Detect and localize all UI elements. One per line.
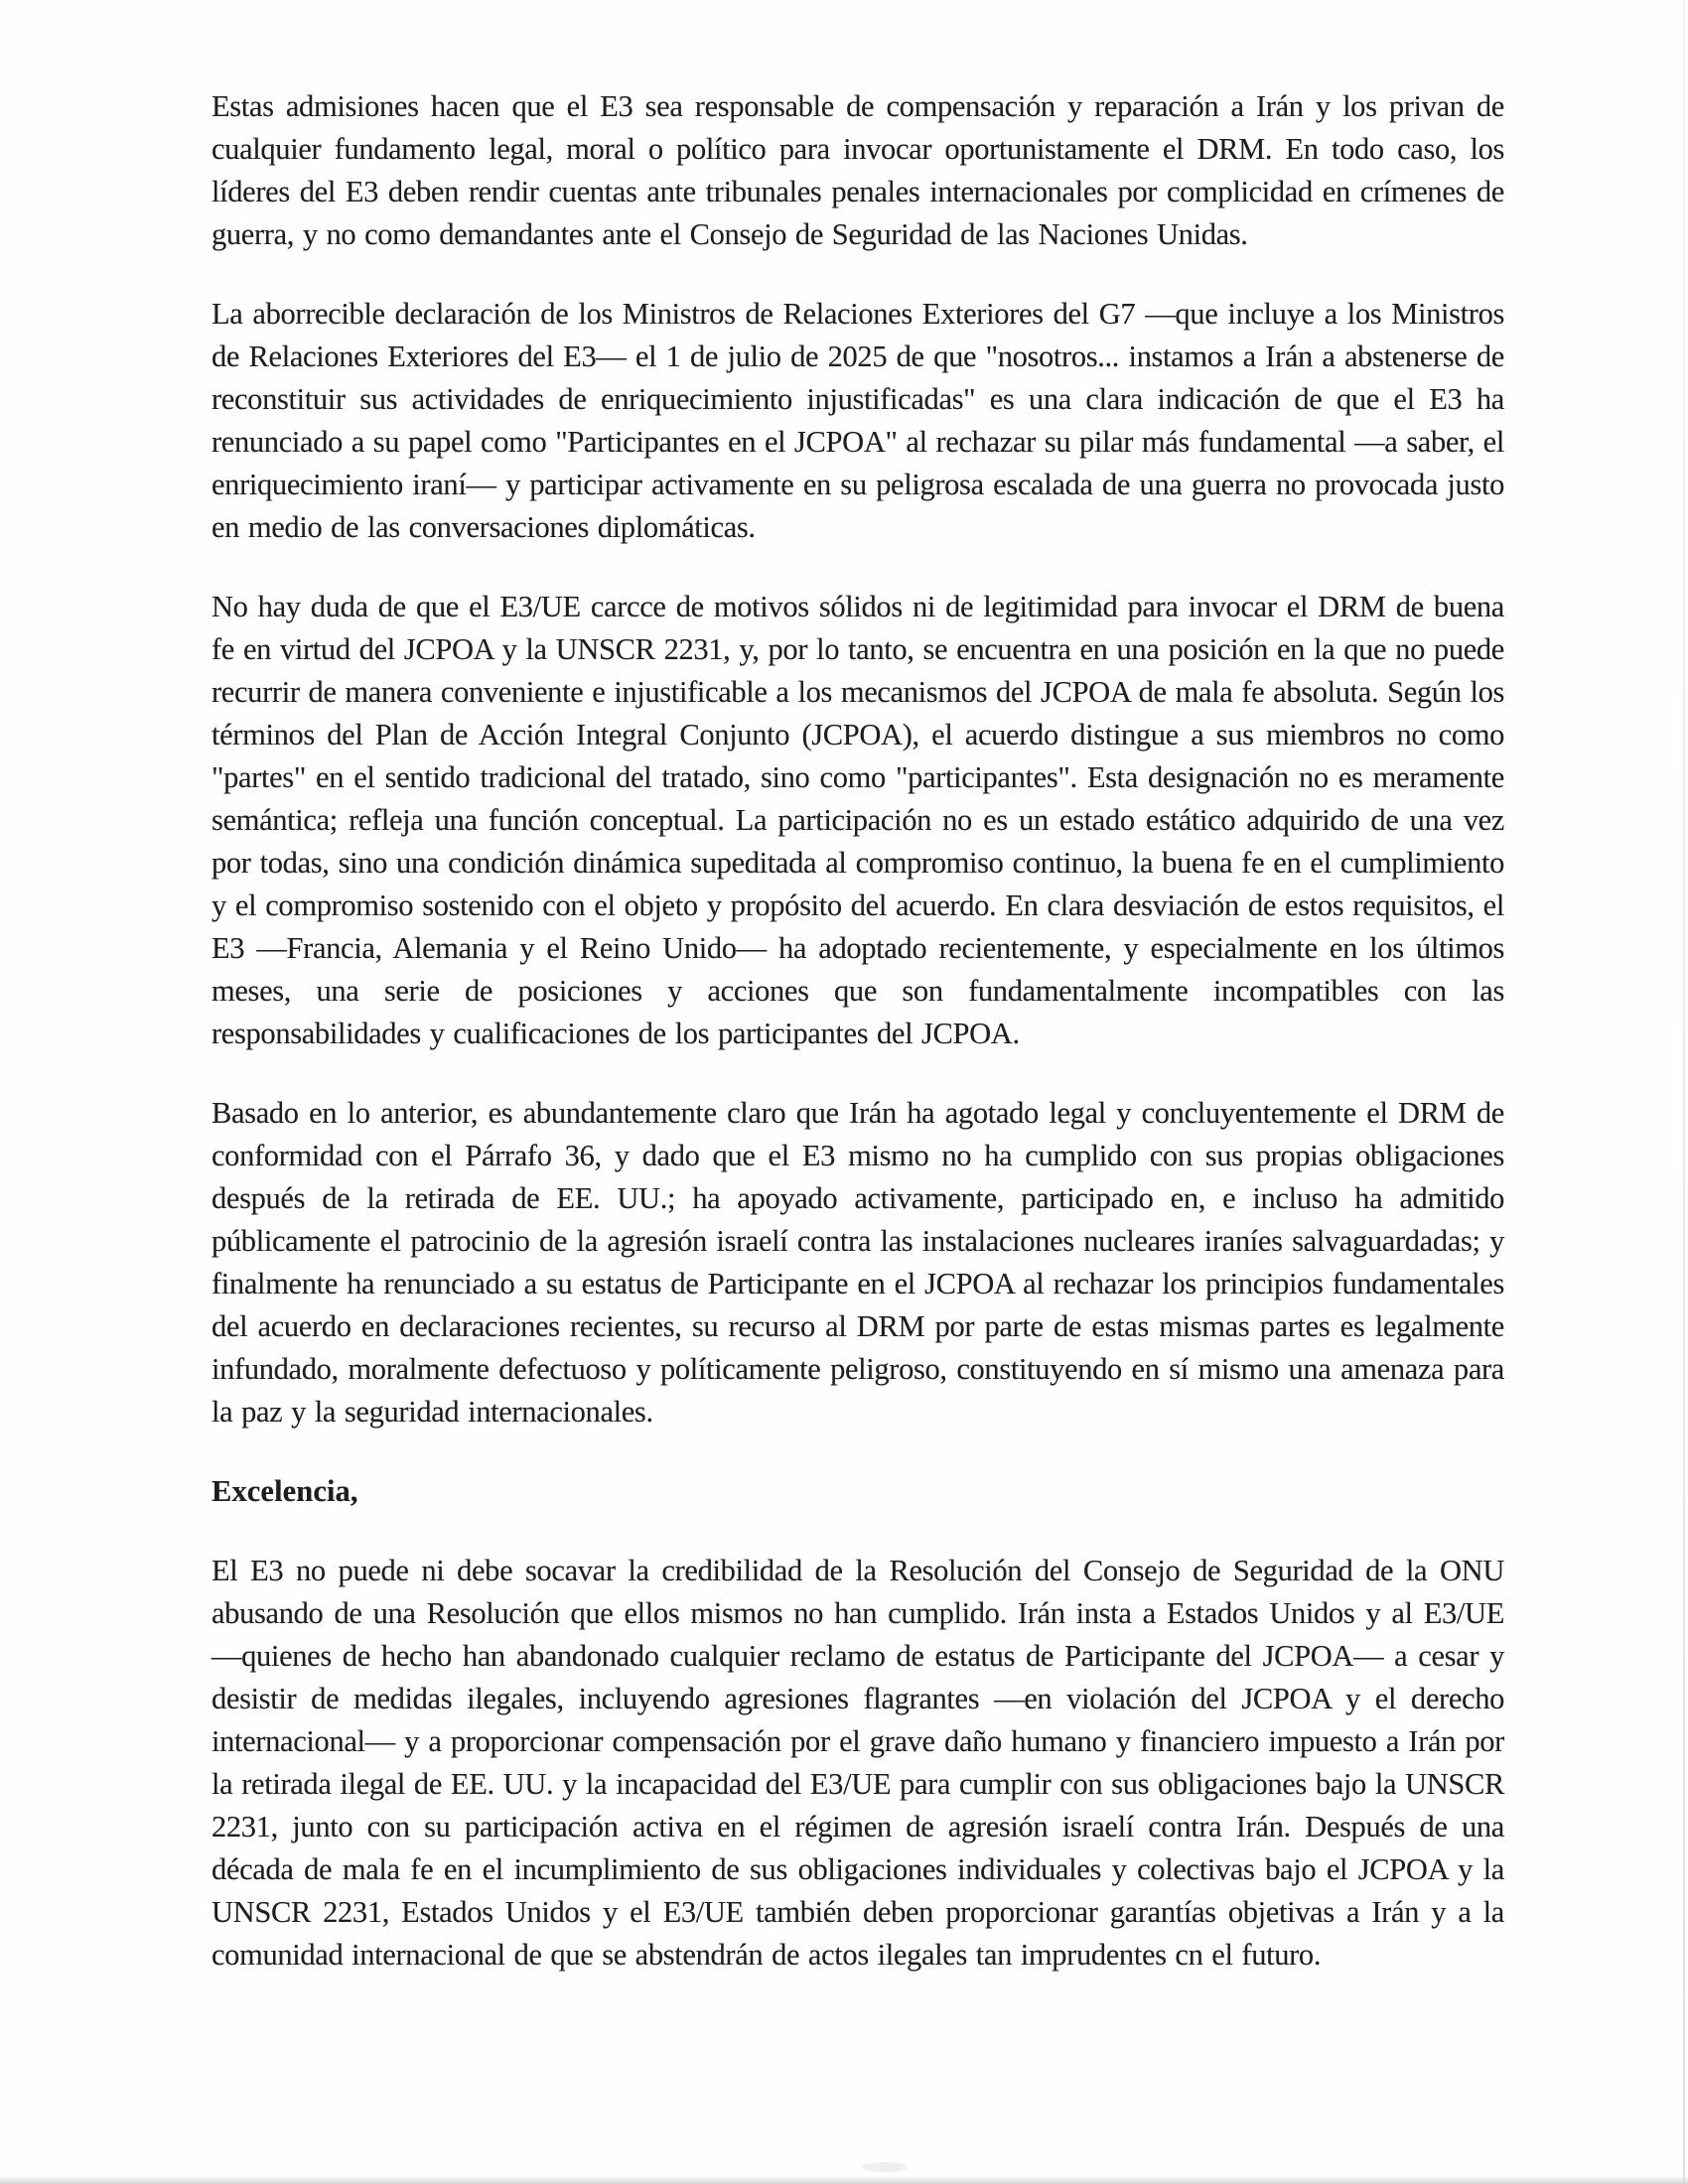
paragraph-drm-exhausted: Basado en lo anterior, es abundantemente claro que Irán ha agotado legal y concluyentemente el DRM de conformidad con el Párrafo 36, y dado que el E3 mismo no ha cumplido con sus propias obligaciones después de la retirada de EE. UU.; ha apoyado activamente, participado en, e incluso ha admitido públicamente el patrocinio de la agresión israelí contra las instalaciones nucleares iraníes salvaguardadas; y finalmente ha renunciado a su estatus de Participante en el JCPOA al rechazar los principios fundamentales del acuerdo en declaraciones recientes, su recurso al DRM por parte de estas mismas partes es legalmente infundado, moralmente defectuoso y políticamente peligroso, constituyendo en sí mismo una amenaza para la paz y la seguridad internacionales. [211,1096,1504,1429]
scan-artifact-right-edge [1683,0,1685,2184]
paragraph-g7-declaration: La aborrecible declaración de los Ministros de Relaciones Exteriores del G7 —que incluye a los Ministros de Relaciones Exteriores del E3— el 1 de julio de 2025 de que "nosotros... instamos a Irán a abstenerse de reconstituir sus actividades de enriquecimiento injustificadas" es una clara indicación de que el E3 ha renunciado a su papel como "Participantes en el JCPOA" al rechazar su pilar más fundamental —a saber, el enriquecimiento iraní— y participar activamente en su peligrosa escalada de una guerra no provocada justo en medio de las conversaciones diplomáticas. [211,297,1504,544]
paragraph-unsc-credibility: El E3 no puede ni debe socavar la credibilidad de la Resolución del Consejo de Seguridad de la ONU abusando de una Resolución que ellos mismos no han cumplido. Irán insta a Estados Unidos y al E3/UE —quienes de hecho han abandonado cualquier reclamo de estatus de Participante del JCPOA— a cesar y desistir de medidas ilegales, incluyendo agresiones flagrantes —en violación del JCPOA y el derecho internacional— y a proporcionar compensación por el grave daño humano y financiero impuesto a Irán por la retirada ilegal de EE. UU. y la incapacidad del E3/UE para cumplir con sus obligaciones bajo la UNSCR 2231, junto con su participación activa en el régimen de agresión israelí contra Irán. Después de una década de mala fe en el incumplimiento de sus obligaciones individuales y colectivas bajo el JCPOA y la UNSCR 2231, Estados Unidos y el E3/UE también deben proporcionar garantías objetivas a Irán y a la comunidad internacional de que se abstendrán de actos ilegales tan imprudentes cn el futuro. [211,1554,1504,1972]
salutation-excelencia: Excelencia, [211,1474,358,1508]
scan-artifact-bottom-edge [0,2177,1688,2184]
paragraph-jcpoa-participation: No hay duda de que el E3/UE carcce de motivos sólidos ni de legitimidad para invocar el DRM de buena fe en virtud del JCPOA y la UNSCR 2231, y, por lo tanto, se encuentra en una posición en la que no puede recurrir de manera conveniente e injustificable a los mecanismos del JCPOA de mala fe absoluta. Según los términos del Plan de Acción Integral Conjunto (JCPOA), el acuerdo distingue a sus miembros no como "partes" en el sentido tradicional del tratado, sino como "participantes". Esta designación no es meramente semántica; refleja una función conceptual. La participación no es un estado estático adquirido de una vez por todas, sino una condición dinámica supeditada al compromiso continuo, la buena fe en el cumplimiento y el compromiso sostenido con el objeto y propósito del acuerdo. En clara desviación de estos requisitos, el E3 —Francia, Alemania y el Reino Unido— ha adoptado recientemente, y especialmente en los últimos meses, una serie de posiciones y acciones que son fundamentalmente incompatibles con las responsabilidades y cualificaciones de los participantes del JCPOA. [211,590,1504,1050]
scan-smudge-artifact [862,2162,908,2172]
paragraph-e3-responsibility: Estas admisiones hacen que el E3 sea responsable de compensación y reparación a Irán y los privan de cualquier fundamento legal, moral o político para invocar oportunistamente el DRM. En todo caso, los líderes del E3 deben rendir cuentas ante tribunales penales internacionales por complicidad en crímenes de guerra, y no como demandantes ante el Consejo de Seguridad de las Naciones Unidas. [211,89,1504,251]
letter-body [211,85,1504,1977]
